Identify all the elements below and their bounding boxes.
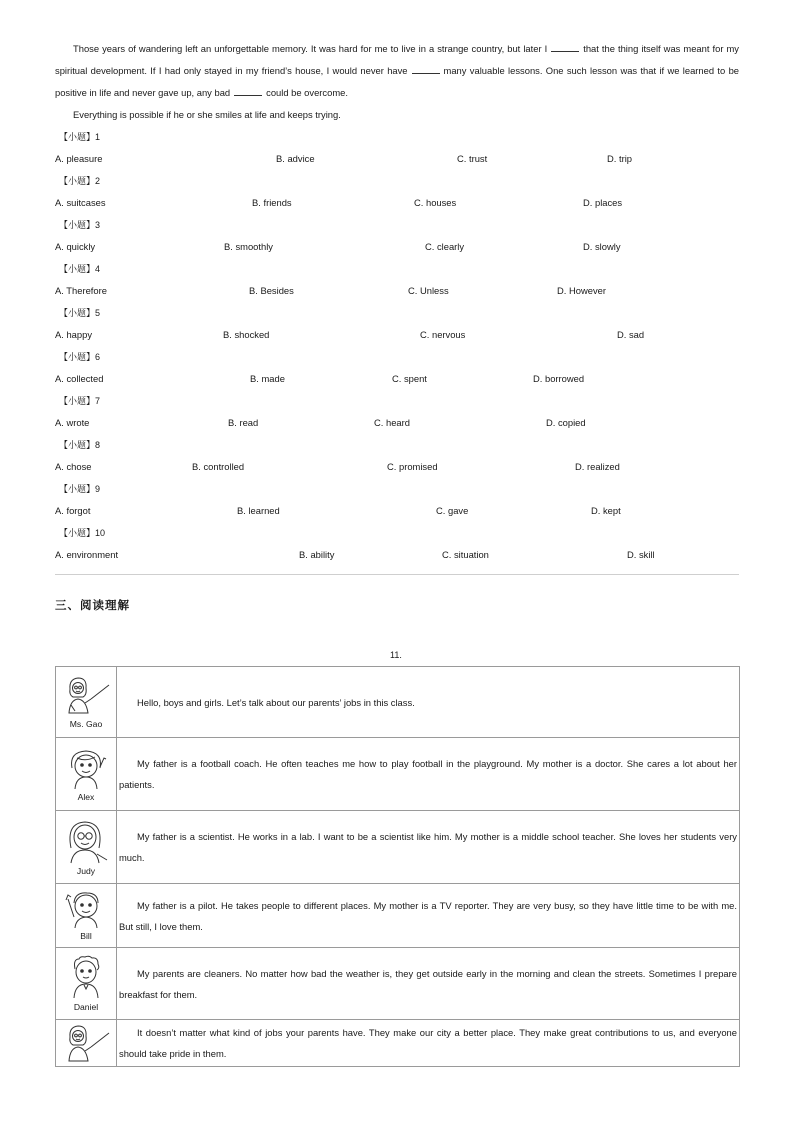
table-row — [56, 667, 740, 738]
speaker-cell — [56, 1020, 117, 1067]
option-d[interactable]: D. However — [557, 285, 606, 296]
option-b[interactable]: B. advice — [276, 153, 315, 164]
question-options — [55, 544, 739, 566]
table-row — [56, 948, 740, 1020]
option-c[interactable]: C. heard — [374, 417, 410, 428]
question-8 — [55, 434, 739, 478]
speaker-cell — [56, 738, 117, 811]
option-a[interactable]: A. quickly — [55, 241, 96, 252]
speech-text: My father is a pilot. He takes people to different places. My mother is a TV reporter. They are very busy, so they have little time to be with me. But still, I love them. — [119, 899, 737, 932]
speech-cell — [117, 667, 740, 738]
speaker-name: Alex — [77, 791, 95, 802]
passage-paragraph-2: Everything is possible if he or she smiles at life and keeps trying. — [73, 109, 341, 120]
option-d[interactable]: D. slowly — [583, 241, 621, 252]
option-a[interactable]: A. collected — [55, 373, 104, 384]
option-a[interactable]: A. wrote — [55, 417, 90, 428]
question-label: 【小题】6 — [59, 352, 101, 362]
option-a[interactable]: A. environment — [55, 549, 119, 560]
boy-waving-avatar-icon — [63, 889, 109, 929]
speaker-name: Bill — [80, 931, 92, 941]
speech-cell — [117, 948, 740, 1020]
option-c[interactable]: C. gave — [436, 505, 469, 516]
option-c[interactable]: C. situation — [442, 549, 489, 560]
option-c[interactable]: C. trust — [457, 153, 488, 164]
speaker-cell — [56, 884, 117, 948]
speech-text: My parents are cleaners. No matter how bad the weather is, they get outside early in the morning and clean the streets. Sometimes I prepare breakfast for them. — [119, 967, 737, 1000]
option-b[interactable]: B. shocked — [223, 329, 270, 340]
question-options — [55, 148, 739, 170]
passage-sentence-4: could be overcome. — [266, 87, 348, 98]
speech-text: My father is a scientist. He works in a lab. I want to be a scientist like him. My mother is a middle school teacher. She loves her students very much. — [119, 831, 737, 863]
question-options — [55, 192, 739, 214]
option-c[interactable]: C. promised — [387, 461, 438, 472]
question-label: 【小题】10 — [59, 528, 106, 538]
question-2 — [55, 170, 739, 214]
question-9 — [55, 478, 739, 522]
worksheet-page — [55, 38, 739, 575]
question-4 — [55, 258, 739, 302]
option-d[interactable]: D. kept — [591, 505, 621, 516]
speaker-cell — [56, 948, 117, 1020]
speech-cell — [117, 738, 740, 811]
answer-blank — [234, 86, 262, 96]
boy-curly-avatar-icon — [63, 954, 109, 1000]
speaker-name: Ms. Gao — [69, 718, 103, 729]
option-c[interactable]: C. nervous — [420, 329, 466, 340]
option-a[interactable]: A. pleasure — [55, 153, 103, 164]
option-b[interactable]: B. controlled — [192, 461, 245, 472]
speaker-name: Daniel — [73, 1002, 99, 1012]
option-d[interactable]: D. borrowed — [533, 373, 585, 384]
option-b[interactable]: B. read — [228, 417, 259, 428]
question-label: 【小题】4 — [59, 264, 101, 274]
question-options — [55, 412, 739, 434]
question-7 — [55, 390, 739, 434]
option-c[interactable]: C. houses — [414, 197, 457, 208]
question-label: 【小题】8 — [59, 440, 101, 450]
option-d[interactable]: D. skill — [627, 549, 655, 560]
question-label: 【小题】5 — [59, 308, 101, 318]
option-c[interactable]: C. spent — [392, 373, 427, 384]
question-10 — [55, 522, 739, 566]
passage-sentence-2: that the thing itself was meant for my spiritual development. If I had only stayed in my friend’s house, I would never have — [55, 43, 739, 76]
answer-blank — [551, 42, 579, 52]
option-b[interactable]: B. ability — [299, 549, 335, 560]
option-b[interactable]: B. made — [250, 373, 285, 384]
option-a[interactable]: A. Therefore — [55, 285, 107, 296]
reading-table — [55, 666, 740, 1067]
question-options — [55, 368, 739, 390]
question-label: 【小题】3 — [59, 220, 101, 230]
question-options — [55, 500, 739, 522]
option-a[interactable]: A. forgot — [55, 505, 91, 516]
option-d[interactable]: D. copied — [546, 417, 586, 428]
speech-text: It doesn’t matter what kind of jobs your parents have. They make our city a better place. They make great contributions to us, and everyone should take pride in them. — [119, 1027, 737, 1059]
question-label: 【小题】7 — [59, 396, 101, 406]
option-d[interactable]: D. trip — [607, 153, 633, 164]
option-a[interactable]: A. chose — [55, 461, 92, 472]
option-d[interactable]: D. realized — [575, 461, 620, 472]
option-b[interactable]: B. Besides — [249, 285, 294, 296]
question-options — [55, 324, 739, 346]
option-c[interactable]: C. Unless — [408, 285, 449, 296]
section-title: 三、阅读理解 — [55, 600, 130, 612]
teacher-pointer-icon — [61, 1023, 111, 1063]
teacher-pointer-icon — [61, 675, 111, 717]
speech-text: My father is a football coach. He often teaches me how to play football in the playground. My mother is a doctor. She cares a lot about her patients. — [119, 758, 737, 790]
question-1 — [55, 126, 739, 170]
section-divider — [55, 574, 739, 575]
question-label: 【小题】1 — [59, 132, 101, 142]
speech-text: Hello, boys and girls. Let’s talk about our parents’ jobs in this class. — [137, 696, 415, 708]
option-d[interactable]: D. sad — [617, 329, 645, 340]
option-a[interactable]: A. happy — [55, 329, 93, 340]
speech-cell — [117, 811, 740, 884]
speech-cell — [117, 1020, 740, 1067]
speaker-name: Judy — [76, 865, 96, 876]
option-d[interactable]: D. places — [583, 197, 623, 208]
passage-sentence-3: many valuable lessons. One such lesson was that if we learned to be positive in life and never gave up, any bad — [55, 65, 739, 98]
option-b[interactable]: B. learned — [237, 505, 280, 516]
passage-number: 11. — [390, 650, 402, 660]
option-b[interactable]: B. smoothly — [224, 241, 273, 252]
question-options — [55, 236, 739, 258]
question-6 — [55, 346, 739, 390]
speaker-cell — [56, 811, 117, 884]
speaker-cell — [56, 667, 117, 738]
passage-paragraph-1 — [55, 38, 739, 104]
answer-blank — [412, 64, 440, 74]
question-options — [55, 280, 739, 302]
table-row — [56, 738, 740, 811]
speech-cell — [117, 884, 740, 948]
option-b[interactable]: B. friends — [252, 197, 292, 208]
girl-avatar-icon — [63, 746, 109, 790]
passage-sentence-1: Those years of wandering left an unforgettable memory. It was hard for me to live in a strange country, but later I — [73, 43, 548, 54]
table-row — [56, 811, 740, 884]
question-label: 【小题】9 — [59, 484, 101, 494]
question-label: 【小题】2 — [59, 176, 101, 186]
option-a[interactable]: A. suitcases — [55, 197, 106, 208]
table-row — [56, 1020, 740, 1067]
question-options — [55, 456, 739, 478]
question-3 — [55, 214, 739, 258]
girl-glasses-avatar-icon — [61, 818, 111, 864]
question-5 — [55, 302, 739, 346]
option-c[interactable]: C. clearly — [425, 241, 465, 252]
table-row — [56, 884, 740, 948]
